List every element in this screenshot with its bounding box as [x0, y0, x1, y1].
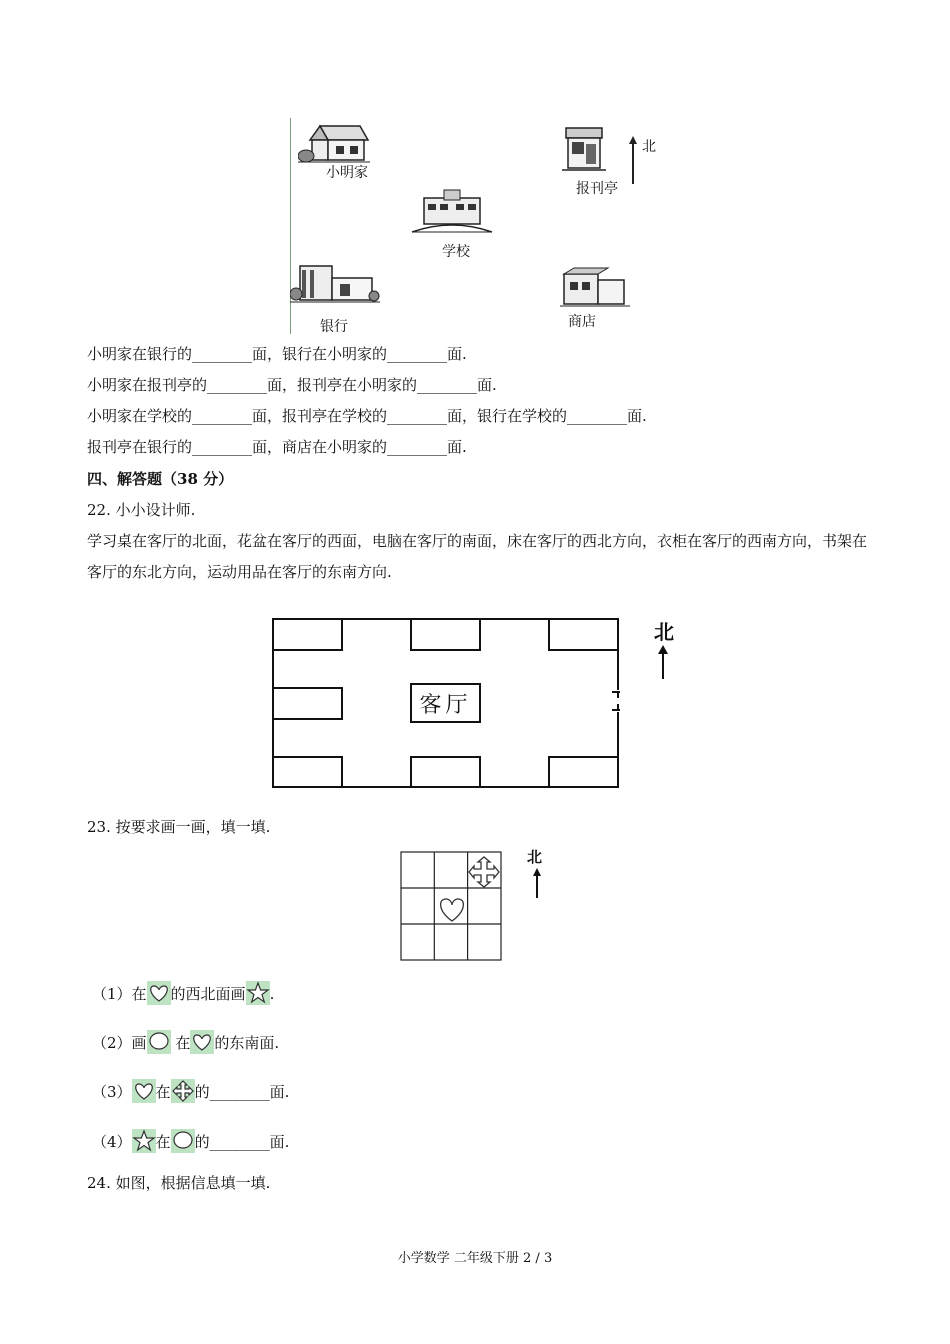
q21-line-4: 报刊亭在银行的________面，商店在小明家的________面.: [87, 438, 467, 456]
q23-item-1-p3: .: [269, 985, 275, 1003]
q23-title: 23. 按要求画一画，填一填.: [87, 818, 271, 836]
star-icon: [132, 1129, 156, 1153]
star-icon: [246, 981, 270, 1005]
room-label: 客厅: [419, 693, 472, 718]
q23-grid: [400, 851, 504, 963]
q23-item-3-p3: 的________面.: [194, 1083, 290, 1101]
q23-item-3-p2: 在: [155, 1083, 171, 1101]
heart-icon: [190, 1030, 214, 1054]
q21-line-1: 小明家在银行的________面，银行在小明家的________面.: [87, 345, 467, 363]
heart-icon: [132, 1079, 156, 1103]
q22-text: 学习桌在客厅的北面，花盆在客厅的西面，电脑在客厅的南面，床在客厅的西北方向，衣柜在客厅的西南方向，书架在客厅的东北方向，运动用品在客厅的东南方向.: [87, 532, 868, 581]
q23-item-2-p3: 的东南面.: [214, 1034, 280, 1052]
cross-arrow-icon: [171, 1079, 195, 1103]
q22-title: 22. 小小设计师.: [87, 501, 196, 519]
map-label-bank: 银行: [320, 319, 348, 335]
page-footer: 小学数学 二年级下册 2 / 3: [397, 1251, 553, 1266]
q23-item-4-p1: （4）: [92, 1133, 132, 1151]
room-north-arrow-icon: [657, 645, 669, 679]
q23-item-1-p1: （1）在: [92, 985, 147, 1003]
map-label-newsstand: 报刊亭: [576, 181, 618, 197]
q24-title: 24. 如图，根据信息填一填.: [87, 1174, 271, 1192]
q23-north-arrow-icon: [532, 868, 542, 898]
q23-item-1-p2: 的西北面画: [170, 985, 246, 1003]
q23-item-2-p2: 在: [175, 1034, 191, 1052]
q21-line-3: 小明家在学校的________面，报刊亭在学校的________面，银行在学校的________面.: [87, 407, 647, 425]
shop-icon: [560, 266, 630, 312]
direction-map: [290, 118, 670, 336]
q23-item-2-p1: （2）画: [92, 1034, 147, 1052]
q23-item-1: [92, 982, 274, 1007]
q23-item-3-p1: （3）: [92, 1083, 132, 1101]
bank-icon: [290, 264, 380, 310]
q23-item-2: [92, 1031, 279, 1056]
heart-icon: [147, 981, 171, 1005]
circle-icon: [147, 1030, 171, 1054]
q23-item-3: [92, 1080, 289, 1105]
q23-item-4-p2: 在: [155, 1133, 171, 1151]
north-arrow-icon: [628, 136, 638, 184]
map-label-home: 小明家: [326, 165, 368, 181]
map-label-shop: 商店: [568, 314, 596, 330]
school-icon: [410, 188, 494, 240]
circle-icon: [171, 1129, 195, 1153]
cross-arrow-icon: [469, 857, 499, 887]
q21-line-2: 小明家在报刊亭的________面，报刊亭在小明家的________面.: [87, 376, 497, 394]
room-north-label: 北: [654, 620, 674, 644]
q23-item-4: [92, 1130, 289, 1155]
heart-icon: [441, 899, 464, 921]
newsstand-icon: [560, 124, 608, 176]
q23-item-4-p3: 的________面.: [194, 1133, 290, 1151]
map-label-school: 学校: [442, 244, 470, 260]
section-title: 四、解答题（38 分）: [87, 470, 234, 488]
q23-north-label: 北: [527, 848, 543, 866]
map-north-label: 北: [642, 139, 656, 155]
